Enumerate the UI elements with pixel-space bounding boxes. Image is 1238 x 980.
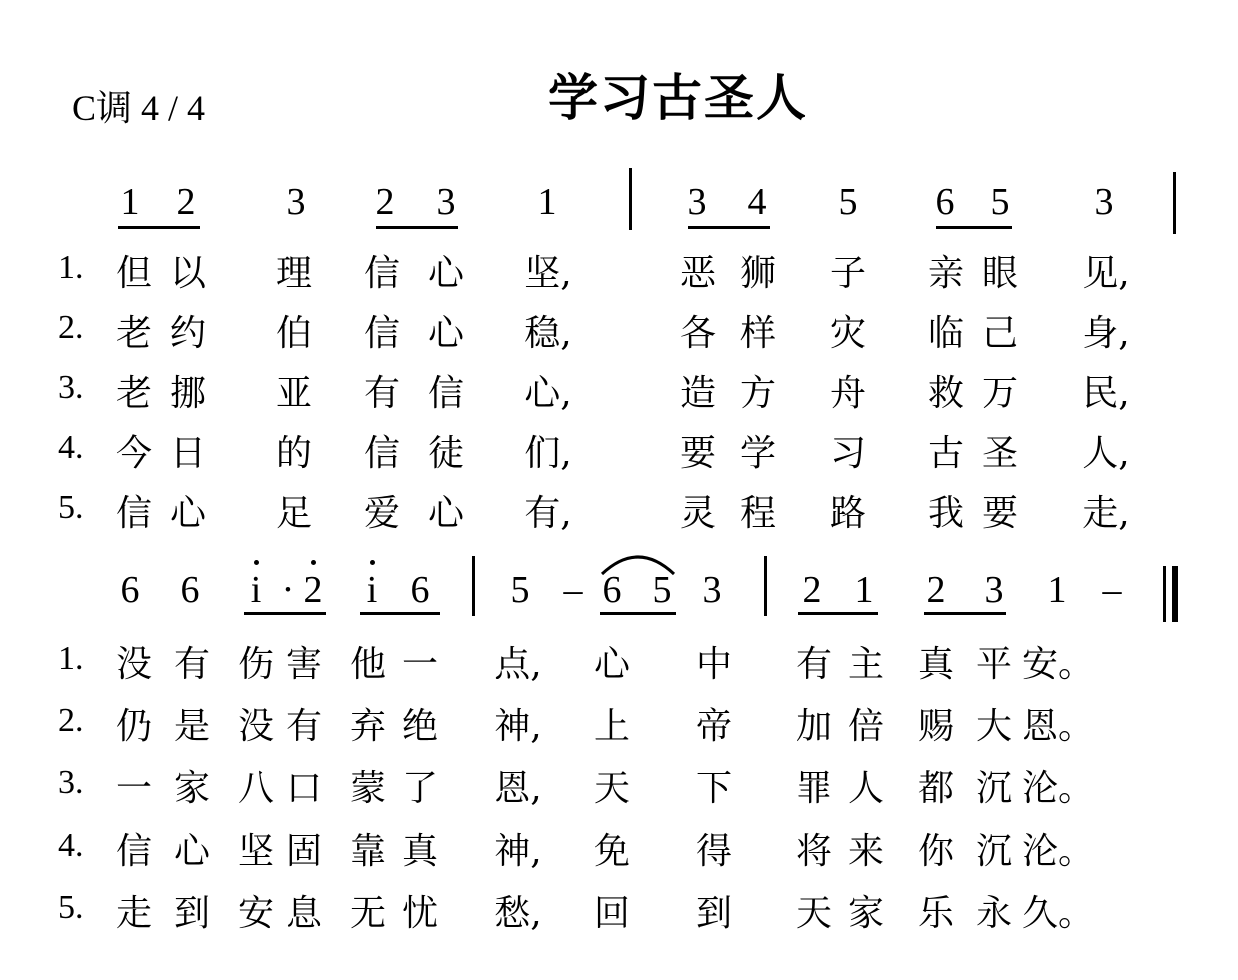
final-barline-thick [1172, 566, 1178, 622]
jianpu-note: 1 [120, 181, 140, 223]
lyric-char: 亚 [275, 373, 313, 414]
lyric-char: 心 [427, 253, 465, 294]
jianpu-note: 3 [1094, 181, 1114, 223]
lyric-char: 主 [847, 644, 885, 685]
lyric-char: 信 [363, 433, 401, 474]
lyric-char: 古 [927, 433, 965, 474]
lyric-char: 灵 [679, 493, 717, 534]
lyric-char: 一 [115, 768, 153, 809]
jianpu-note: 3 [436, 181, 456, 223]
lyric-char: 心 [427, 313, 465, 354]
lyric-char: 习 [829, 433, 867, 474]
jianpu-note: 2 [375, 181, 395, 223]
verse-number: 1. [58, 249, 84, 286]
lyric-char: 回 [593, 893, 631, 934]
barline [764, 556, 767, 616]
lyric-char: 息 [285, 893, 323, 934]
lyric-char: 走 [115, 893, 153, 934]
lyric-char: 忧 [401, 893, 439, 934]
verse-number: 1. [58, 640, 84, 677]
lyric-char: 心 [427, 493, 465, 534]
lyric-char: 要 [981, 493, 1019, 534]
lyric-char: 有 [285, 706, 323, 747]
lyric-char: 眼 [981, 253, 1019, 294]
lyric-char: 民, [1082, 373, 1130, 414]
lyric-char: 信 [115, 493, 153, 534]
lyric-char: 永 [975, 893, 1013, 934]
barline [472, 556, 475, 616]
jianpu-note: – [563, 569, 583, 611]
lyric-char: 心, [524, 373, 572, 414]
lyric-char: 沦。 [1021, 768, 1095, 809]
verse-number: 5. [58, 489, 84, 526]
lyric-char: 八 [237, 768, 275, 809]
lyric-char: 真 [917, 644, 955, 685]
jianpu-note: 3 [286, 181, 306, 223]
lyric-char: 己 [981, 313, 1019, 354]
lyric-char: 安 [237, 893, 275, 934]
lyric-char: 信 [115, 831, 153, 872]
lyric-char: 各 [679, 313, 717, 354]
lyric-char: 舟 [829, 373, 867, 414]
lyric-char: 恩, [494, 768, 542, 809]
lyric-char: 平 [975, 644, 1013, 685]
lyric-char: 了 [401, 768, 439, 809]
verse-number: 4. [58, 827, 84, 864]
lyric-char: 赐 [917, 706, 955, 747]
lyric-char: 来 [847, 831, 885, 872]
lyric-char: 们, [524, 433, 572, 474]
lyric-char: 我 [927, 493, 965, 534]
jianpu-note: 1 [1047, 569, 1067, 611]
lyric-char: 伤 [237, 644, 275, 685]
lyric-char: 灾 [829, 313, 867, 354]
jianpu-note: 5 [652, 569, 672, 611]
lyric-char: 没 [237, 706, 275, 747]
lyric-char: 乐 [917, 893, 955, 934]
octave-dot [254, 560, 259, 565]
beam-underline [936, 226, 1012, 229]
song-title: 学习古圣人 [548, 69, 808, 127]
jianpu-note: 5 [510, 569, 530, 611]
jianpu-note: 6 [180, 569, 200, 611]
lyric-char: 有, [524, 493, 572, 534]
lyric-char: 心 [173, 831, 211, 872]
verse-number: 4. [58, 429, 84, 466]
lyric-char: 恩。 [1021, 706, 1095, 747]
jianpu-note: 5 [990, 181, 1010, 223]
lyric-char: 你 [917, 831, 955, 872]
lyric-char: 路 [829, 493, 867, 534]
lyric-char: 万 [981, 373, 1019, 414]
lyric-char: 方 [739, 373, 777, 414]
key-signature: C调 4 / 4 [72, 88, 206, 128]
lyric-char: 圣 [981, 433, 1019, 474]
jianpu-note: 6 [935, 181, 955, 223]
lyric-char: 人, [1082, 433, 1130, 474]
lyric-char: 日 [169, 433, 207, 474]
barline [1173, 172, 1176, 234]
lyric-char: 罪 [795, 768, 833, 809]
lyric-char: 到 [173, 893, 211, 934]
lyric-char: 学 [739, 433, 777, 474]
lyric-char: 信 [363, 313, 401, 354]
jianpu-note: 3 [984, 569, 1004, 611]
verse-number: 2. [58, 702, 84, 739]
lyric-char: 免 [593, 831, 631, 872]
lyric-char: 弃 [349, 706, 387, 747]
octave-dot [370, 560, 375, 565]
octave-dot [311, 560, 316, 565]
lyric-char: 走, [1082, 493, 1130, 534]
lyric-char: 爱 [363, 493, 401, 534]
lyric-char: 沉 [975, 831, 1013, 872]
lyric-char: 家 [173, 768, 211, 809]
jianpu-note: 2 [303, 569, 323, 611]
lyric-char: 没 [115, 644, 153, 685]
lyric-char: 心 [593, 644, 631, 685]
beam-underline [360, 612, 440, 615]
lyric-char: 老 [115, 313, 153, 354]
lyric-char: 坚 [237, 831, 275, 872]
lyric-char: 挪 [169, 373, 207, 414]
lyric-char: 约 [169, 313, 207, 354]
jianpu-note: 1 [537, 181, 557, 223]
lyric-char: 中 [695, 644, 733, 685]
lyric-char: 得 [695, 831, 733, 872]
lyric-char: 程 [739, 493, 777, 534]
tie-arc [598, 548, 678, 578]
lyric-char: 以 [169, 253, 207, 294]
beam-underline [924, 612, 1006, 615]
lyric-char: 有 [173, 644, 211, 685]
beam-underline [688, 226, 770, 229]
verse-number: 5. [58, 889, 84, 926]
lyric-char: 下 [695, 768, 733, 809]
lyric-char: 信 [427, 373, 465, 414]
beam-underline [798, 612, 878, 615]
lyric-char: 足 [275, 493, 313, 534]
lyric-char: 无 [349, 893, 387, 934]
lyric-char: 蒙 [349, 768, 387, 809]
lyric-char: 固 [285, 831, 323, 872]
jianpu-note: 6 [602, 569, 622, 611]
lyric-char: 老 [115, 373, 153, 414]
lyric-char: 真 [401, 831, 439, 872]
lyric-char: 帝 [695, 706, 733, 747]
lyric-char: 见, [1082, 253, 1130, 294]
jianpu-note: 6 [120, 569, 140, 611]
lyric-char: 临 [927, 313, 965, 354]
beam-underline [118, 226, 200, 229]
lyric-char: 稳, [524, 313, 572, 354]
jianpu-note: i [250, 569, 262, 611]
lyric-char: 子 [829, 253, 867, 294]
beam-underline [600, 612, 676, 615]
jianpu-note: 4 [747, 181, 767, 223]
jianpu-note: – [1102, 569, 1122, 611]
lyric-char: 天 [593, 768, 631, 809]
jianpu-note: i [366, 569, 378, 611]
lyric-char: 有 [795, 644, 833, 685]
lyric-char: 一 [401, 644, 439, 685]
lyric-char: 恶 [679, 253, 717, 294]
lyric-char: 都 [917, 768, 955, 809]
lyric-char: 狮 [739, 253, 777, 294]
lyric-char: 伯 [275, 313, 313, 354]
lyric-char: 神, [494, 706, 542, 747]
lyric-char: 人 [847, 768, 885, 809]
lyric-char: 久。 [1021, 893, 1095, 934]
lyric-char: 绝 [401, 706, 439, 747]
verse-number: 2. [58, 309, 84, 346]
lyric-char: 理 [275, 253, 313, 294]
lyric-char: 加 [795, 706, 833, 747]
lyric-char: 愁, [494, 893, 542, 934]
jianpu-note: 2 [176, 181, 196, 223]
jianpu-note: · [281, 569, 295, 611]
lyric-char: 将 [795, 831, 833, 872]
jianpu-note: 1 [854, 569, 874, 611]
lyric-char: 造 [679, 373, 717, 414]
lyric-char: 信 [363, 253, 401, 294]
lyric-char: 害 [285, 644, 323, 685]
lyric-char: 亲 [927, 253, 965, 294]
lyric-char: 倍 [847, 706, 885, 747]
barline [629, 168, 632, 230]
lyric-char: 靠 [349, 831, 387, 872]
jianpu-note: 6 [410, 569, 430, 611]
lyric-char: 有 [363, 373, 401, 414]
beam-underline [244, 612, 326, 615]
lyric-char: 天 [795, 893, 833, 934]
lyric-char: 安。 [1021, 644, 1095, 685]
lyric-char: 神, [494, 831, 542, 872]
lyric-char: 沉 [975, 768, 1013, 809]
lyric-char: 大 [975, 706, 1013, 747]
jianpu-note: 2 [802, 569, 822, 611]
lyric-char: 到 [695, 893, 733, 934]
lyric-char: 身, [1082, 313, 1130, 354]
lyric-char: 要 [679, 433, 717, 474]
lyric-char: 徒 [427, 433, 465, 474]
verse-number: 3. [58, 764, 84, 801]
beam-underline [376, 226, 458, 229]
jianpu-note: 3 [702, 569, 722, 611]
jianpu-note: 5 [838, 181, 858, 223]
lyric-char: 但 [115, 253, 153, 294]
lyric-char: 的 [275, 433, 313, 474]
lyric-char: 是 [173, 706, 211, 747]
lyric-char: 他 [349, 644, 387, 685]
jianpu-note: 2 [926, 569, 946, 611]
lyric-char: 沦。 [1021, 831, 1095, 872]
lyric-char: 今 [115, 433, 153, 474]
lyric-char: 样 [739, 313, 777, 354]
lyric-char: 心 [169, 493, 207, 534]
lyric-char: 救 [927, 373, 965, 414]
verse-number: 3. [58, 369, 84, 406]
final-barline-thin [1163, 566, 1166, 622]
lyric-char: 上 [593, 706, 631, 747]
lyric-char: 家 [847, 893, 885, 934]
lyric-char: 点, [494, 644, 542, 685]
lyric-char: 坚, [524, 253, 572, 294]
lyric-char: 仍 [115, 706, 153, 747]
lyric-char: 口 [285, 768, 323, 809]
jianpu-note: 3 [687, 181, 707, 223]
